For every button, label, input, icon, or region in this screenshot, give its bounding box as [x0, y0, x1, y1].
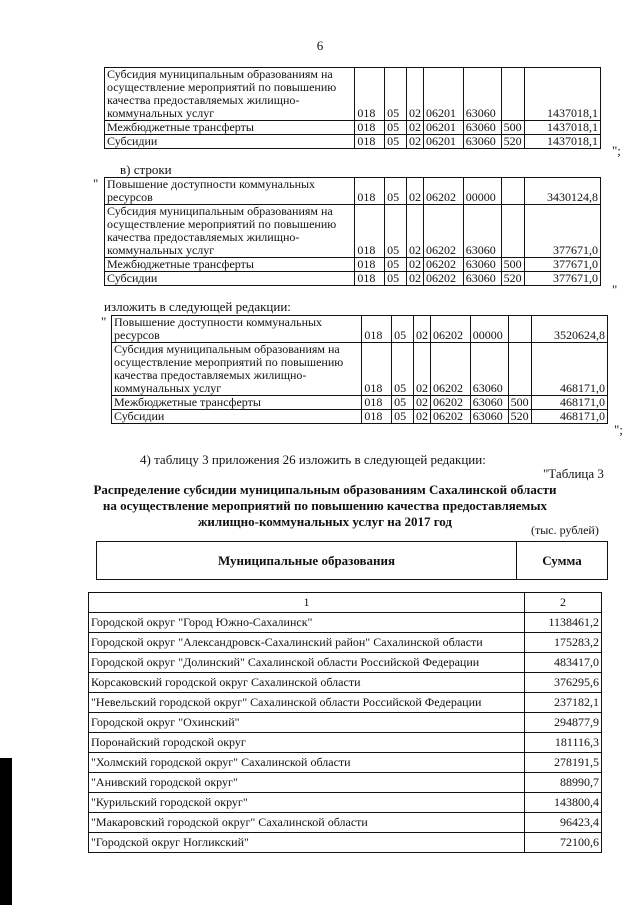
- municipality-sum: 1138461,2: [525, 613, 602, 633]
- text-edit: изложить в следующей редакции:: [104, 299, 291, 314]
- col-number-2: 2: [525, 593, 602, 613]
- row-code: 05: [385, 272, 407, 286]
- row-amount: 377671,0: [524, 205, 600, 258]
- municipality-name: "Холмский городской округ" Сахалинской области: [89, 753, 525, 773]
- col-number-1: 1: [89, 593, 525, 613]
- row-code: 02: [406, 68, 423, 121]
- row-code: [501, 205, 524, 258]
- row-amount: 1437018,1: [524, 135, 600, 149]
- table-row: [112, 316, 608, 343]
- table-row: [105, 135, 601, 149]
- municipality-sum: 96423,4: [525, 813, 602, 833]
- row-name: Субсидии: [105, 272, 355, 286]
- row-code: 05: [385, 135, 407, 149]
- row-code: 06202: [430, 316, 470, 343]
- closing-quote: ";: [612, 143, 621, 158]
- table-row: [112, 396, 608, 410]
- row-code: 018: [362, 410, 392, 424]
- budget-table-b: [104, 177, 601, 286]
- row-code: 63060: [470, 343, 508, 396]
- header-sum: Сумма: [542, 553, 582, 568]
- row-code: 05: [392, 316, 414, 343]
- header-municipalities: Муниципальные образования: [97, 542, 517, 579]
- row-code: 63060: [470, 396, 508, 410]
- row-code: 05: [385, 178, 407, 205]
- municipality-sum: 294877,9: [525, 713, 602, 733]
- row-code: 02: [406, 258, 423, 272]
- row-code: 018: [362, 343, 392, 396]
- municipality-name: Городской округ "Александровск-Сахалинский район" Сахалинской области: [89, 633, 525, 653]
- table-label: "Таблица 3: [543, 466, 604, 481]
- row-code: 02: [406, 272, 423, 286]
- row-code: 06202: [430, 396, 470, 410]
- table-row: [89, 713, 602, 733]
- table-row: [105, 68, 601, 121]
- row-name: Субсидия муниципальным образованиям на осуществление мероприятий по повышению качества предоставляемых жилищно-коммунальных услуг: [105, 205, 355, 258]
- row-code: 00000: [463, 178, 501, 205]
- municipality-name: Поронайский городской округ: [89, 733, 525, 753]
- municipality-sum: 175283,2: [525, 633, 602, 653]
- row-code: 018: [362, 316, 392, 343]
- row-code: 520: [501, 135, 524, 149]
- table-row: [105, 272, 601, 286]
- municipality-sum: 376295,6: [525, 673, 602, 693]
- row-code: 00000: [470, 316, 508, 343]
- row-code: 06202: [430, 343, 470, 396]
- row-code: 05: [385, 121, 407, 135]
- row-code: 02: [406, 178, 423, 205]
- table-row: [105, 258, 601, 272]
- row-code: 02: [406, 205, 423, 258]
- municipality-name: "Макаровский городской округ" Сахалинской области: [89, 813, 525, 833]
- row-amount: 3520624,8: [531, 316, 607, 343]
- row-amount: 468171,0: [531, 396, 607, 410]
- municipality-sum: 181116,3: [525, 733, 602, 753]
- row-code: 06202: [423, 205, 463, 258]
- row-name: Субсидии: [105, 135, 355, 149]
- row-code: 06201: [423, 68, 463, 121]
- municipality-name: Городской округ "Город Южно-Сахалинск": [89, 613, 525, 633]
- municipality-name: "Курильский городской округ": [89, 793, 525, 813]
- row-code: 06202: [423, 178, 463, 205]
- closing-quote: ": [612, 282, 618, 297]
- row-amount: 1437018,1: [524, 121, 600, 135]
- row-amount: 377671,0: [524, 258, 600, 272]
- closing-quote: ";: [614, 422, 623, 437]
- municipality-sum: 237182,1: [525, 693, 602, 713]
- municipality-table: [88, 592, 602, 853]
- row-name: Межбюджетные трансферты: [105, 121, 355, 135]
- table-row: [89, 813, 602, 833]
- municipality-name: Корсаковский городской округ Сахалинской области: [89, 673, 525, 693]
- row-code: 05: [385, 205, 407, 258]
- row-code: 05: [392, 343, 414, 396]
- row-code: 06202: [430, 410, 470, 424]
- municipality-name: Городской округ "Долинский" Сахалинской области Российской Федерации: [89, 653, 525, 673]
- table-row: [89, 653, 602, 673]
- text-item4: 4) таблицу 3 приложения 26 изложить в следующей редакции:: [140, 452, 486, 467]
- row-code: 63060: [463, 68, 501, 121]
- table-row: [89, 753, 602, 773]
- table-row: [89, 793, 602, 813]
- row-code: 520: [501, 272, 524, 286]
- row-code: 02: [413, 343, 430, 396]
- row-code: 63060: [463, 121, 501, 135]
- row-code: 500: [501, 258, 524, 272]
- row-code: [501, 68, 524, 121]
- column-numbers-row: [89, 593, 602, 613]
- table-header: [96, 541, 608, 580]
- row-code: 500: [501, 121, 524, 135]
- table-row: [112, 343, 608, 396]
- table-row: [89, 633, 602, 653]
- opening-quote: ": [101, 314, 107, 329]
- row-code: 06201: [423, 121, 463, 135]
- table-row: [89, 673, 602, 693]
- row-code: 018: [355, 68, 385, 121]
- table-row: [89, 693, 602, 713]
- budget-table-c: [111, 315, 608, 424]
- table-row: [112, 410, 608, 424]
- row-code: 02: [413, 316, 430, 343]
- row-code: 63060: [463, 205, 501, 258]
- table-row: [89, 833, 602, 853]
- row-code: 520: [508, 410, 531, 424]
- row-name: Повышение доступности коммунальных ресурсов: [105, 178, 355, 205]
- municipality-name: "Городской округ Ногликский": [89, 833, 525, 853]
- row-name: Субсидии: [112, 410, 362, 424]
- opening-quote: ": [93, 176, 99, 191]
- row-name: Субсидия муниципальным образованиям на осуществление мероприятий по повышению качества предоставляемых жилищно-коммунальных услуг: [112, 343, 362, 396]
- row-code: 018: [355, 178, 385, 205]
- row-code: [508, 343, 531, 396]
- row-code: 02: [413, 410, 430, 424]
- row-code: 06202: [423, 272, 463, 286]
- row-code: 02: [406, 135, 423, 149]
- table-row: [105, 205, 601, 258]
- municipality-sum: 483417,0: [525, 653, 602, 673]
- row-code: 63060: [463, 272, 501, 286]
- row-code: 05: [385, 258, 407, 272]
- row-code: [501, 178, 524, 205]
- row-name: Межбюджетные трансферты: [105, 258, 355, 272]
- row-code: 63060: [470, 410, 508, 424]
- row-code: 02: [413, 396, 430, 410]
- row-code: 05: [392, 410, 414, 424]
- municipality-name: "Невельский городской округ" Сахалинской области Российской Федерации: [89, 693, 525, 713]
- row-name: Межбюджетные трансферты: [112, 396, 362, 410]
- row-code: 018: [355, 258, 385, 272]
- row-name: Повышение доступности коммунальных ресурсов: [112, 316, 362, 343]
- row-code: [508, 316, 531, 343]
- municipality-sum: 143800,4: [525, 793, 602, 813]
- row-amount: 3430124,8: [524, 178, 600, 205]
- row-name: Субсидия муниципальным образованиям на осуществление мероприятий по повышению качества предоставляемых жилищно-коммунальных услуг: [105, 68, 355, 121]
- municipality-sum: 72100,6: [525, 833, 602, 853]
- row-amount: 377671,0: [524, 272, 600, 286]
- units-label: (тыс. рублей): [531, 523, 599, 537]
- budget-table-a: [104, 67, 601, 149]
- row-amount: 468171,0: [531, 343, 607, 396]
- row-code: 05: [392, 396, 414, 410]
- scan-edge-bar: [0, 758, 12, 905]
- row-code: 06202: [423, 258, 463, 272]
- table-row: [89, 613, 602, 633]
- row-code: 02: [406, 121, 423, 135]
- table-row: [89, 773, 602, 793]
- table-row: [89, 733, 602, 753]
- row-amount: 1437018,1: [524, 68, 600, 121]
- row-code: 05: [385, 68, 407, 121]
- municipality-name: "Анивский городской округ": [89, 773, 525, 793]
- page-number: 6: [316, 38, 324, 53]
- row-code: 018: [355, 205, 385, 258]
- row-code: 63060: [463, 258, 501, 272]
- row-code: 500: [508, 396, 531, 410]
- row-code: 018: [355, 135, 385, 149]
- municipality-name: Городской округ "Охинский": [89, 713, 525, 733]
- row-amount: 468171,0: [531, 410, 607, 424]
- row-code: 63060: [463, 135, 501, 149]
- row-code: 06201: [423, 135, 463, 149]
- table-row: [105, 121, 601, 135]
- row-code: 018: [355, 121, 385, 135]
- municipality-sum: 88990,7: [525, 773, 602, 793]
- row-code: 018: [355, 272, 385, 286]
- text-strings: в) строки: [120, 162, 172, 177]
- table-title: Распределение субсидии муниципальным образованиям Сахалинской области на осуществление мероприятий по повышению качества предоставляемых жилищно-коммунальных услуг на 2017 год: [93, 482, 557, 529]
- row-code: 018: [362, 396, 392, 410]
- municipality-sum: 278191,5: [525, 753, 602, 773]
- table-row: [105, 178, 601, 205]
